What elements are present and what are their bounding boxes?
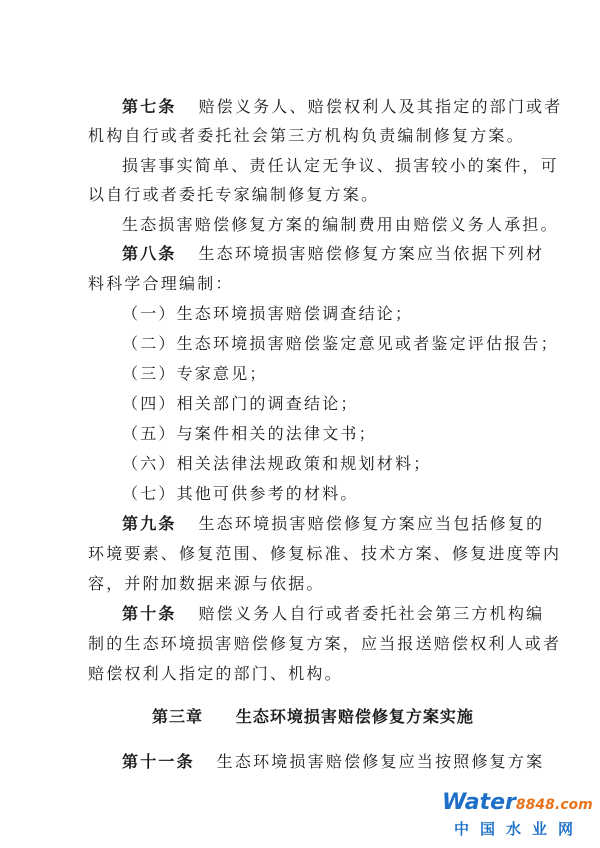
article-11-line-1: [122, 752, 544, 772]
article-9-line-1: [122, 514, 544, 534]
material-item-4: （四）相关部门的调查结论；: [122, 394, 359, 413]
material-item-6: （六）相关法律法规政策和规划材料；: [122, 454, 432, 473]
article-8-line-2: 料科学合理编制：: [88, 274, 234, 293]
article-7-text-1: 赔偿义务人、赔偿权利人及其指定的部门或者: [198, 97, 563, 116]
chapter-3-heading: [152, 707, 474, 727]
watermark-logo: [442, 790, 592, 840]
article-9-text-1: 生态环境损害赔偿修复方案应当包括修复的: [198, 514, 545, 533]
article-8-text-1: 生态环境损害赔偿修复方案应当依据下列材: [198, 244, 545, 263]
chapter-3-number: 第三章: [152, 707, 204, 726]
article-10-label: 第十条: [122, 604, 177, 623]
material-item-1: （一）生态环境损害赔偿调查结论；: [122, 304, 414, 323]
article-7-line-1: [122, 97, 562, 117]
article-11-text-1: 生态环境损害赔偿修复应当按照修复方案: [216, 752, 545, 771]
material-item-2: （二）生态环境损害赔偿鉴定意见或者鉴定评估报告；: [122, 334, 559, 353]
material-item-5: （五）与案件相关的法律文书；: [122, 424, 377, 443]
article-8-label: 第八条: [122, 244, 177, 263]
watermark-brand: Water8848.com: [442, 790, 593, 815]
article-9-label: 第九条: [122, 514, 177, 533]
article-10-line-1: [122, 604, 544, 624]
article-10-text-1: 赔偿义务人自行或者委托社会第三方机构编: [198, 604, 545, 623]
article-10-line-2: 制的生态环境损害赔偿修复方案，应当报送赔偿权利人或者: [88, 634, 562, 653]
article-9-line-3: 容，并附加数据来源与依据。: [88, 574, 325, 593]
article-8-line-1: [122, 244, 544, 264]
material-item-3: （三）专家意见；: [122, 364, 268, 383]
paragraph-simple-case-line-1: 损害事实简单、责任认定无争议、损害较小的案件，可: [122, 156, 559, 175]
article-9-line-2: 环境要素、修复范围、修复标准、技术方案、修复进度等内: [88, 544, 562, 563]
article-7-label: 第七条: [122, 97, 177, 116]
paragraph-simple-case-line-2: 以自行或者委托专家编制修复方案。: [88, 185, 380, 204]
article-7-line-2: 机构自行或者委托社会第三方机构负责编制修复方案。: [88, 126, 525, 145]
paragraph-cost: 生态损害赔偿修复方案的编制费用由赔偿义务人承担。: [122, 215, 559, 234]
material-item-7: （七）其他可供参考的材料。: [122, 484, 359, 503]
article-10-line-3: 赔偿权利人指定的部门、机构。: [88, 664, 343, 683]
chapter-3-title: 生态环境损害赔偿修复方案实施: [235, 707, 474, 726]
article-11-label: 第十一条: [122, 752, 195, 771]
watermark-chinese: 中国水业网: [454, 820, 585, 838]
